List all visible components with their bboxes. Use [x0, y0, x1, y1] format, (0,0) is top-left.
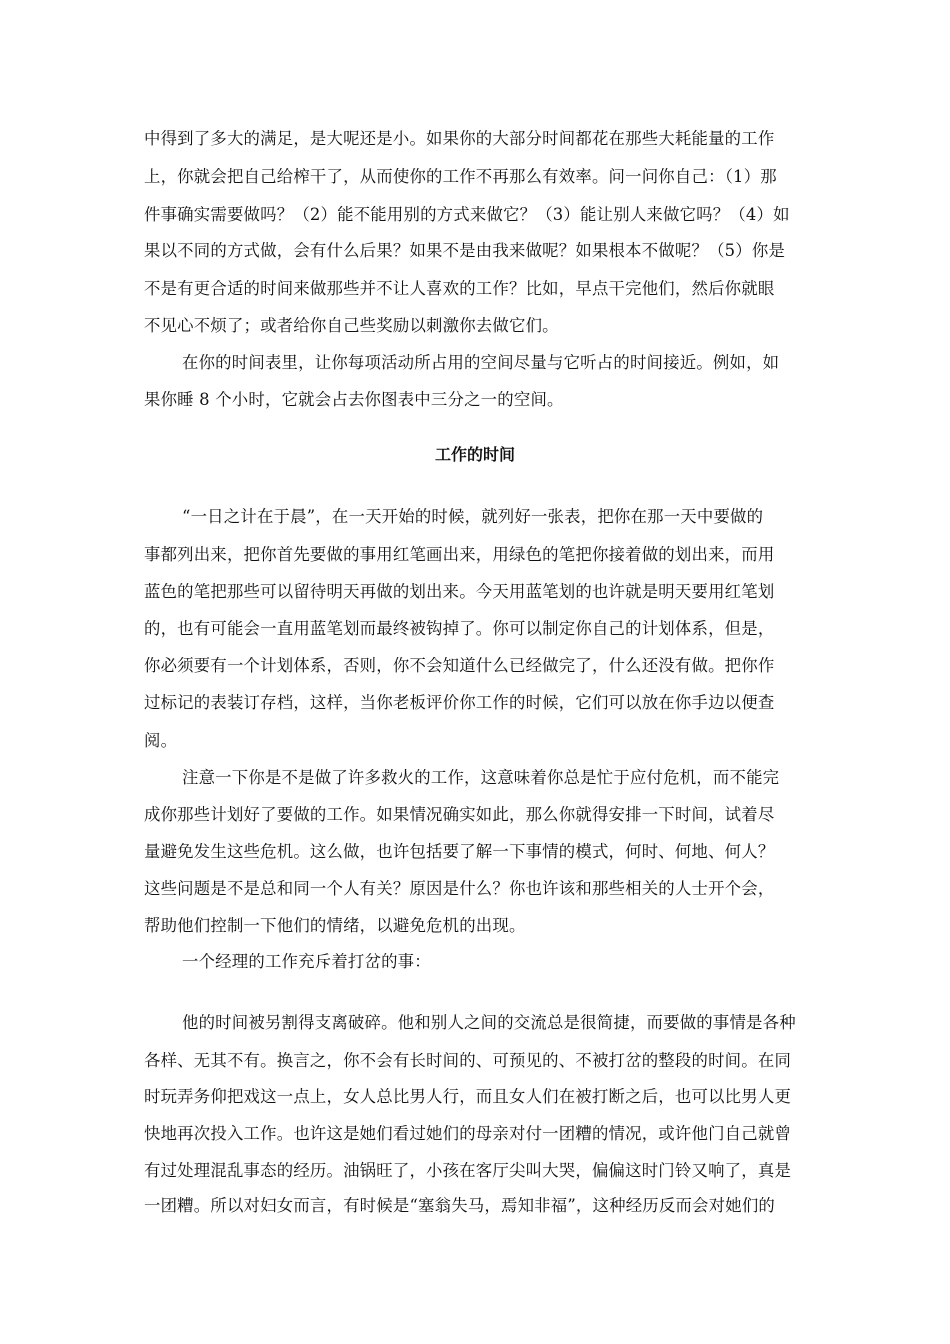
paragraph-6-line-2: 各样、无其不有。换言之，你不会有长时间的、可预见的、不被打岔的整段的时间。在同: [144, 1051, 792, 1070]
paragraph-4-line-3: 量避免发生这些危机。这么做，也许包括要了解一下事情的模式，何时、何地、何人？: [144, 842, 775, 861]
paragraph-6-line-5: 有过处理混乱事态的经历。油锅旺了，小孩在客厅尖叫大哭，偏偏这时门铃又响了，真是: [144, 1161, 792, 1180]
paragraph-2-line-2: 果你睡 8 个小时，它就会占去你图表中三分之一的空间。: [144, 390, 564, 409]
paragraph-1-line-1: 中得到了多大的满足，是大呢还是小。如果你的大部分时间都花在那些大耗能量的工作: [144, 129, 775, 148]
section-heading: 工作的时间: [434, 445, 515, 464]
paragraph-1-line-3: 件事确实需要做吗？（2）能不能用别的方式来做它？（3）能让别人来做它吗？（4）如: [144, 205, 790, 224]
paragraph-1-line-5: 不是有更合适的时间来做那些并不让人喜欢的工作？比如，早点干完他们，然后你就眼: [144, 279, 775, 298]
paragraph-4-line-2: 成你那些计划好了要做的工作。如果情况确实如此，那么你就得安排一下时间，试着尽: [144, 805, 775, 824]
paragraph-3-line-4: 的，也有可能会一直用蓝笔划而最终被钩掉了。你可以制定你自己的计划体系，但是，: [144, 619, 775, 638]
paragraph-3-line-7: 阅。: [144, 731, 178, 750]
paragraph-4-line-4: 这些问题是不是总和同一个人有关？原因是什么？你也许该和那些相关的人士开个会，: [144, 879, 775, 898]
paragraph-2-line-1: 在你的时间表里，让你每项活动所占用的空间尽量与它听占的时间接近。例如，如: [182, 353, 780, 372]
paragraph-6-line-1: 他的时间被另割得支离破碎。他和别人之间的交流总是很简捷，而要做的事情是各种: [182, 1013, 796, 1032]
paragraph-3-line-3: 蓝色的笔把那些可以留待明天再做的划出来。今天用蓝笔划的也许就是明天要用红笔划: [144, 582, 775, 601]
paragraph-4-line-5: 帮助他们控制一下他们的情绪，以避免危机的出现。: [144, 916, 526, 935]
paragraph-1-line-2: 上，你就会把自己给榨干了，从而使你的工作不再那么有效率。问一问你自己：（1）那: [144, 167, 777, 186]
paragraph-6-line-6: 一团糟。所以对妇女而言，有时候是“塞翁失马，焉知非福”，这种经历反而会对她们的: [144, 1196, 776, 1215]
paragraph-3-line-2: 事都列出来，把你首先要做的事用红笔画出来，用绿色的笔把你接着做的划出来，而用: [144, 545, 775, 564]
paragraph-6-line-3: 时玩弄务仰把戏这一点上，女人总比男人行，而且女人们在被打断之后，也可以比男人更: [144, 1087, 792, 1106]
paragraph-6-line-4: 快地再次投入工作。也许这是她们看过她们的母亲对付一团糟的情况，或许他门自己就曾: [144, 1124, 792, 1143]
paragraph-1-line-4: 果以不同的方式做，会有什么后果？如果不是由我来做呢？如果根本不做呢？（5）你是: [144, 241, 786, 260]
paragraph-1-line-6: 不见心不烦了；或者给你自己些奖励以刺激你去做它们。: [144, 316, 559, 335]
paragraph-3-line-6: 过标记的表装订存档，这样，当你老板评价你工作的时候，它们可以放在你手边以便查: [144, 693, 775, 712]
paragraph-3-line-5: 你必须要有一个计划体系，否则，你不会知道什么已经做完了，什么还没有做。把你作: [144, 656, 775, 675]
paragraph-5-line-1: 一个经理的工作充斥着打岔的事：: [182, 952, 431, 971]
paragraph-3-line-1: “一日之计在于晨”，在一天开始的时候，就列好一张表，把你在那一天中要做的: [182, 507, 764, 526]
paragraph-4-line-1: 注意一下你是不是做了许多救火的工作，这意味着你总是忙于应付危机，而不能完: [182, 768, 780, 787]
